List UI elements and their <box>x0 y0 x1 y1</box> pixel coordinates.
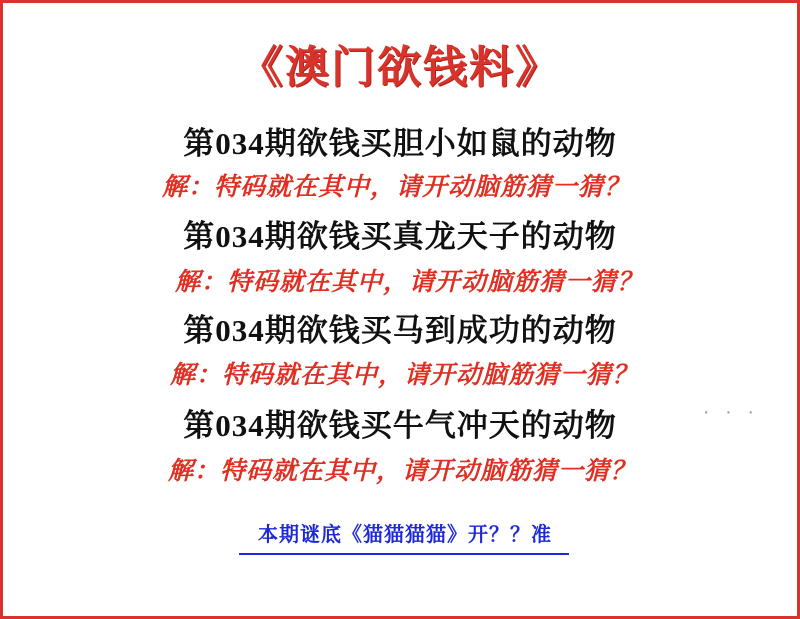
entry-heading-3: 第034期欲钱买马到成功的动物 <box>183 312 617 348</box>
entry-block-4 <box>3 407 797 488</box>
entry-block-3 <box>3 312 797 393</box>
entry-answer-1: 解：特码就在其中，请开动脑筋猜一猜？ <box>161 173 630 201</box>
page-title: 《澳门欲钱料》 <box>239 43 561 92</box>
footer-underline <box>239 553 569 555</box>
entry-heading-2: 第034期欲钱买真龙天子的动物 <box>183 219 617 255</box>
entry-answer-3: 解：特码就在其中，请开动脑筋猜一猜？ <box>169 362 638 390</box>
entry-answer-4: 解：特码就在其中，请开动脑筋猜一猜？ <box>167 457 636 485</box>
entry-heading-1: 第034期欲钱买胆小如鼠的动物 <box>183 126 617 161</box>
footer-riddle-answer: 本期谜底《猫猫猫猫》开？？准 <box>258 524 552 546</box>
decorative-dots: · · · <box>702 401 759 423</box>
entry-block-1 <box>3 125 797 204</box>
entry-block-2 <box>3 218 797 299</box>
poster-content <box>3 3 797 616</box>
entry-answer-2: 解：特码就在其中，请开动脑筋猜一猜？ <box>174 269 643 296</box>
entry-heading-4: 第034期欲钱买牛气冲天的动物 <box>183 407 617 443</box>
